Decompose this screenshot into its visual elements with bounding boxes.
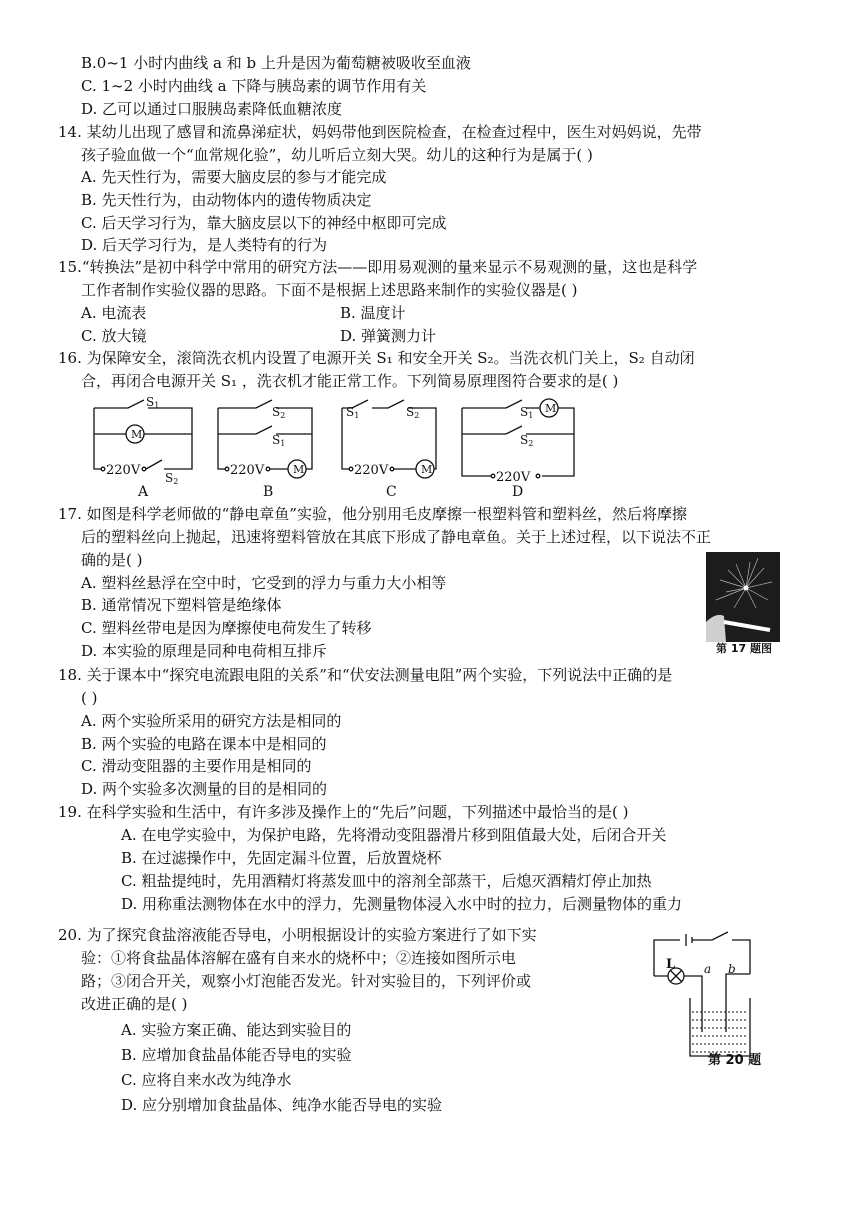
label-s2-d: S2	[520, 433, 534, 448]
label-s1-c: S1	[346, 405, 360, 420]
q18-option-d: D. 两个实验多次测量的目的是相同的	[81, 780, 328, 798]
q17-figure-caption: 第 17 题图	[716, 642, 772, 655]
q18-option-a: A. 两个实验所采用的研究方法是相同的	[81, 712, 342, 730]
q14-option-c: C. 后天学习行为，靠大脑皮层以下的神经中枢即可完成	[81, 214, 447, 232]
q17-stem-line2: 后的塑料丝向上抛起，迅速将塑料管放在其底下形成了静电章鱼。关于上述过程，以下说法不正	[81, 528, 712, 546]
q15-option-c: C. 放大镜	[81, 327, 147, 345]
circuit-label-b: B	[263, 484, 274, 500]
q17-stem-line1: 17. 如图是科学老师做的“静电章鱼”实验，他分别用毛皮摩擦一根塑料管和塑料丝，然后将摩擦	[58, 505, 687, 523]
motor-d: M	[545, 402, 557, 415]
electrode-b-label: b	[728, 962, 736, 976]
q17-option-d: D. 本实验的原理是同种电荷相互排斥	[81, 642, 328, 660]
q14-option-d: D. 后天学习行为，是人类特有的行为	[81, 236, 328, 254]
voltage-a: 220V	[106, 463, 141, 478]
q20-stem-line2: 验：①将食盐晶体溶解在盛有自来水的烧杯中；②连接如图所示电	[81, 949, 517, 967]
label-s2-b: S2	[272, 405, 286, 420]
q15-option-a: A. 电流表	[81, 304, 147, 322]
circuit-d	[462, 399, 574, 478]
q20-stem-line3: 路；③闭合开关，观察小灯泡能否发光。针对实验目的，下列评价或	[81, 972, 532, 990]
q19-stem-line1: 19. 在科学实验和生活中，有许多涉及操作上的“先后”问题，下列描述中最恰当的是( )	[58, 803, 629, 821]
q19-option-b: B. 在过滤操作中，先固定漏斗位置，后放置烧杯	[121, 849, 442, 867]
q20-stem-line4: 改进正确的是( )	[81, 995, 188, 1013]
motor-c: M	[421, 463, 433, 476]
q14-stem-line2: 孩子验血做一个“血常规化验”，幼儿听后立刻大哭。幼儿的这种行为是属于( )	[81, 146, 593, 164]
q17-stem-line3: 确的是( )	[81, 551, 143, 569]
q20-option-d: D. 应分别增加食盐晶体、纯净水能否导电的实验	[121, 1096, 443, 1114]
q14-stem-line1: 14. 某幼儿出现了感冒和流鼻涕症状，妈妈带他到医院检查，在检查过程中，医生对妈妈说，先带	[58, 123, 702, 141]
q15-option-b: B. 温度计	[340, 304, 406, 322]
q20-figure-caption: 第 20 题	[708, 1053, 762, 1068]
electrode-a-label: a	[704, 962, 712, 976]
q20-option-b: B. 应增加食盐晶体能否导电的实验	[121, 1046, 352, 1064]
voltage-d: 220V	[496, 470, 531, 485]
lamp-label: L	[666, 957, 676, 972]
circuit-label-c: C	[386, 484, 397, 500]
q17-photo-static-octopus	[706, 552, 780, 642]
q17-option-c: C. 塑料丝带电是因为摩擦使电荷发生了转移	[81, 619, 372, 637]
circuit-label-d: D	[512, 484, 524, 500]
q14-option-b: B. 先天性行为，由动物体内的遗传物质决定	[81, 191, 372, 209]
q15-stem-line2: 工作者制作实验仪器的思路。下面不是根据上述思路来制作的实验仪器是( )	[81, 281, 578, 299]
option-c-prev: C. 1~2 小时内曲线 a 下降与胰岛素的调节作用有关	[81, 77, 427, 95]
label-s1-d: S1	[520, 405, 534, 420]
q14-option-a: A. 先天性行为，需要大脑皮层的参与才能完成	[81, 168, 387, 186]
circuit-label-a: A	[138, 484, 149, 500]
voltage-b: 220V	[230, 463, 265, 478]
motor-b: M	[293, 463, 305, 476]
option-b-prev: B.0~1 小时内曲线 a 和 b 上升是因为葡萄糖被吸收至血液	[81, 54, 471, 72]
label-s1-b: S1	[272, 433, 286, 448]
label-s2-a: S2	[165, 471, 179, 486]
q18-stem-line2: ( )	[81, 689, 98, 707]
q19-option-d: D. 用称重法测物体在水中的浮力，先测量物体浸入水中时的拉力，后测量物体的重力	[121, 895, 683, 913]
q16-circuit-diagrams	[80, 396, 600, 500]
label-s2-c: S2	[406, 405, 420, 420]
q19-option-a: A. 在电学实验中，为保护电路，先将滑动变阻器滑片移到阻值最大处，后闭合开关	[121, 826, 667, 844]
q15-stem-line1: 15.“转换法”是初中科学中常用的研究方法——即用易观测的量来显示不易观测的量，这也是科学	[58, 258, 698, 276]
q17-option-a: A. 塑料丝悬浮在空中时，它受到的浮力与重力大小相等	[81, 574, 447, 592]
q15-option-d: D. 弹簧测力计	[340, 327, 437, 345]
q20-option-c: C. 应将自来水改为纯净水	[121, 1071, 292, 1089]
q18-option-b: B. 两个实验的电路在课本中是相同的	[81, 735, 327, 753]
label-s1-a: S1	[146, 396, 160, 410]
q20-conductivity-circuit	[646, 928, 776, 1068]
motor-a: M	[131, 428, 143, 441]
q16-stem-line1: 16. 为保障安全，滚筒洗衣机内设置了电源开关 S₁ 和安全开关 S₂。当洗衣机门关上，S₂ 自动闭	[58, 349, 695, 367]
circuit-a	[94, 400, 192, 471]
q20-option-a: A. 实验方案正确、能达到实验目的	[121, 1021, 352, 1039]
q20-stem-line1: 20. 为了探究食盐溶液能否导电，小明根据设计的实验方案进行了如下实	[58, 926, 537, 944]
q17-option-b: B. 通常情况下塑料管是绝缘体	[81, 596, 282, 614]
option-d-prev: D. 乙可以通过口服胰岛素降低血糖浓度	[81, 100, 343, 118]
q18-stem-line1: 18. 关于课本中“探究电流跟电阻的关系”和“伏安法测量电阻”两个实验，下列说法中正确的是	[58, 666, 673, 684]
q19-option-c: C. 粗盐提纯时，先用酒精灯将蒸发皿中的溶剂全部蒸干，后熄灭酒精灯停止加热	[121, 872, 652, 890]
q16-stem-line2: 合，再闭合电源开关 S₁ ，洗衣机才能正常工作。下列简易原理图符合要求的是( )	[81, 372, 619, 390]
voltage-c: 220V	[354, 463, 389, 478]
q18-option-c: C. 滑动变阻器的主要作用是相同的	[81, 757, 312, 775]
